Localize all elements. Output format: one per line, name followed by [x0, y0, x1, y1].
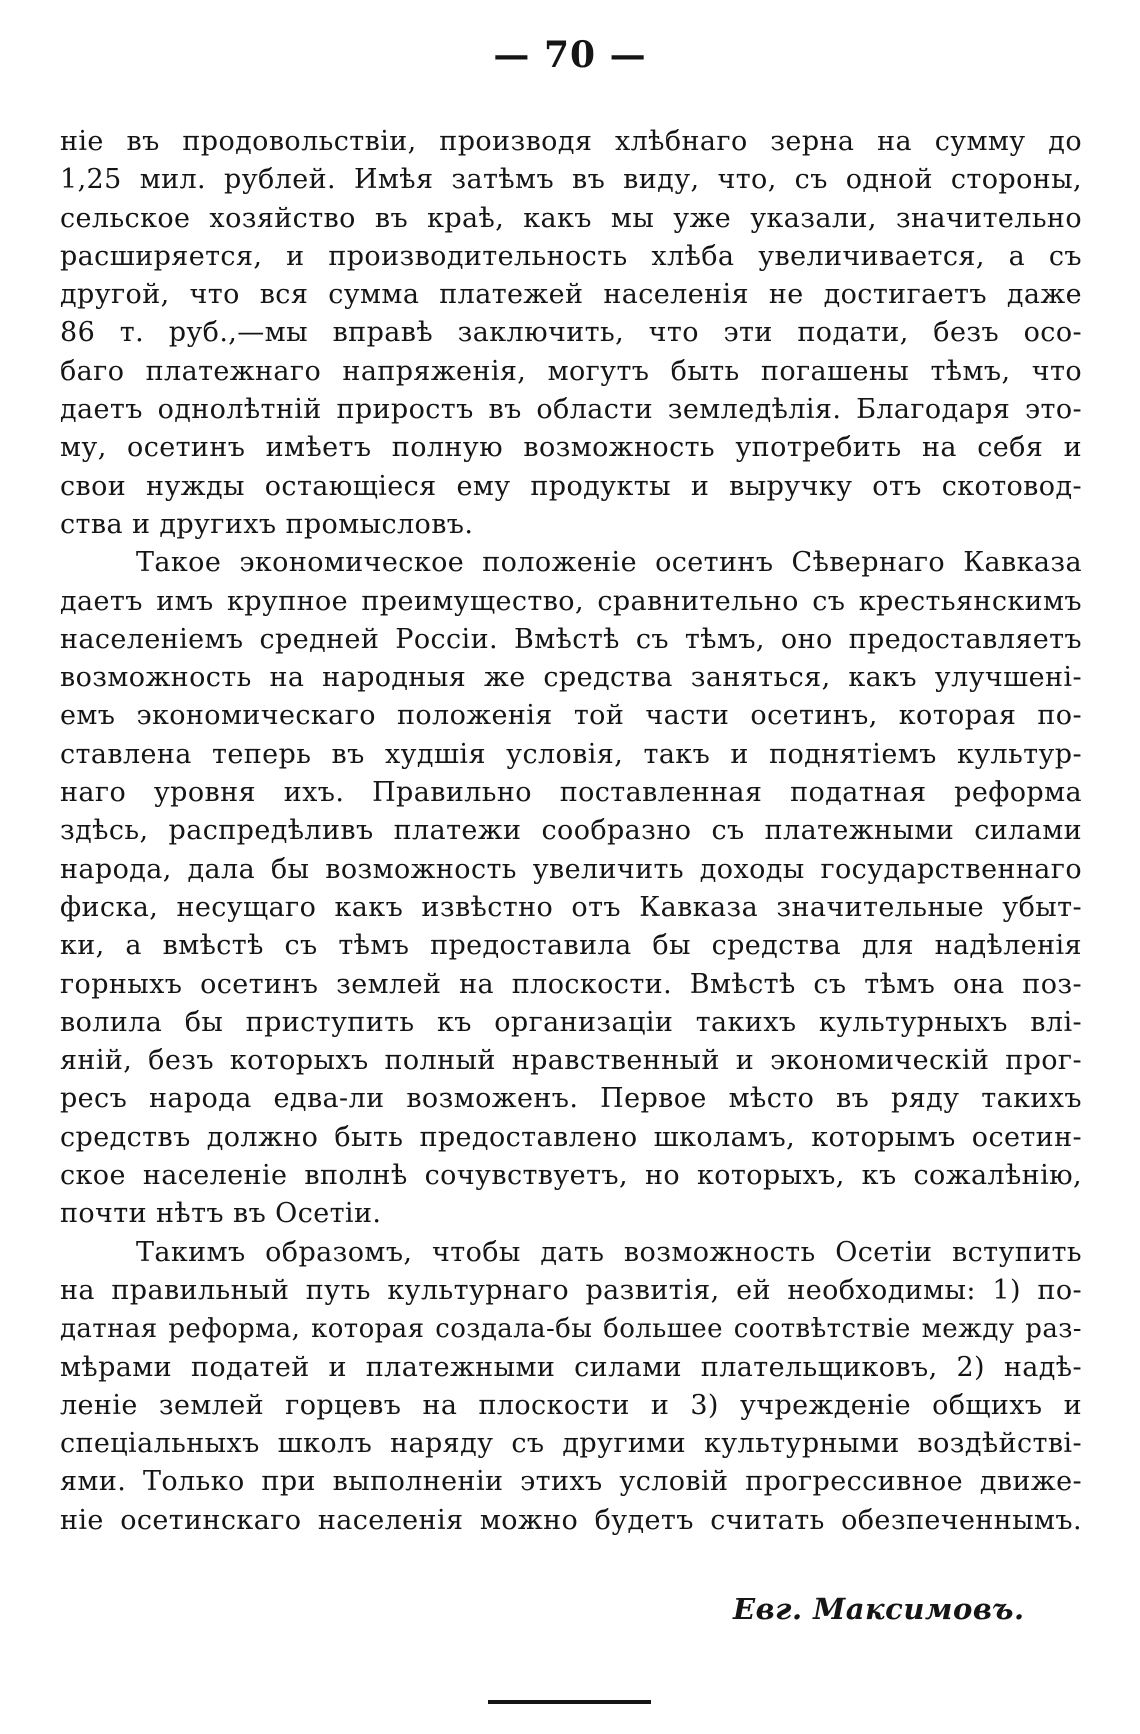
text-line: ставлена теперь въ худшія условія, такъ и поднятіемъ культур- [60, 738, 1082, 770]
text-line: датная реформа, которая создала-бы большее соотвѣтствіе между раз- [60, 1314, 1082, 1345]
text-line: баго платежнаго напряженія, могутъ быть погашены тѣмъ, что [60, 355, 1082, 387]
text-line: фиска, несущаго какъ извѣстно отъ Кавказа значительные убыт- [60, 891, 1082, 923]
text-line: 86 т. руб.,—мы вправѣ заключить, что эти подати, безъ осо- [60, 317, 1082, 349]
closing-rule [488, 1700, 651, 1704]
text-line: свои нужды остающіеся ему продукты и выручку отъ скотовод- [60, 470, 1082, 502]
text-line: 1,25 мил. рублей. Имѣя затѣмъ въ виду, что, съ одной стороны, [60, 164, 1082, 196]
text-line: Такое экономическое положеніе осетинъ Сѣвернаго Кавказа [136, 547, 1082, 579]
text-line: ства и другихъ промысловъ. [60, 508, 474, 540]
text-line: ки, а вмѣстѣ съ тѣмъ предоставила бы средства для надѣленія [60, 930, 1082, 962]
text-line: другой, что вся сумма платежей населенія не достигаетъ даже [60, 279, 1082, 311]
text-line: здѣсь, распредѣливъ платежи сообразно съ платежными силами [60, 815, 1082, 847]
text-line: ями. Только при выполненіи этихъ условій прогрессивное движе- [60, 1466, 1082, 1498]
text-line: расширяется, и производительность хлѣба увеличивается, а съ [60, 240, 1082, 272]
text-line: спеціальныхъ школъ наряду съ другими культурными воздѣйствi- [60, 1428, 1082, 1460]
text-line: ніе осетинскаго населенія можно будетъ считать обезпеченнымъ. [60, 1504, 1082, 1536]
paragraph-3 [60, 1234, 1082, 1540]
text-line: ніе въ продовольствіи, производя хлѣбнаго зерна на сумму до [60, 126, 1082, 157]
text-line: даетъ однолѣтній приростъ въ области земледѣлія. Благодаря это- [60, 394, 1082, 426]
text-line: ское населеніе вполнѣ сочувствуетъ, но которыхъ, къ сожалѣнію, [60, 1160, 1082, 1192]
text-line: мѣрами податей и платежными силами плательщиковъ, 2) надѣ- [60, 1351, 1082, 1383]
text-line: леніе землей горцевъ на плоскости и 3) учрежденіе общихъ и [60, 1389, 1082, 1421]
text-line: на правильный путь культурнаго развитія, ей необходимы: 1) по- [60, 1274, 1082, 1306]
text-line: Такимъ образомъ, чтобы дать возможность Осетіи вступить [136, 1236, 1082, 1268]
text-line: средствъ должно быть предоставлено школамъ, которымъ осетин- [60, 1121, 1082, 1153]
text-line: волила бы приступить къ организаціи такихъ культурныхъ влі- [60, 1006, 1082, 1038]
text-line: народа, дала бы возможность увеличить доходы государственнаго [60, 853, 1082, 885]
text-line: емъ экономическаго положенія той части осетинъ, которая по- [60, 700, 1082, 732]
text-line: яній, безъ которыхъ полный нравственный и экономическій прог- [60, 1045, 1082, 1077]
text-line: горныхъ осетинъ землей на плоскости. Вмѣстѣ съ тѣмъ она поз- [60, 968, 1082, 1000]
text-line: сельское хозяйство въ краѣ, какъ мы уже указали, значительно [60, 202, 1082, 234]
text-line: населеніемъ средней Россіи. Вмѣстѣ съ тѣмъ, оно предоставляетъ [60, 623, 1082, 655]
paragraph-2 [60, 544, 1082, 1233]
body-text [60, 123, 1082, 1540]
text-line: возможность на народныя же средства заняться, какъ улучшені- [60, 662, 1082, 694]
text-line: почти нѣтъ въ Осетіи. [60, 1198, 382, 1230]
text-line: наго уровня ихъ. Правильно поставленная податная реформа [60, 777, 1082, 809]
text-line: ресъ народа едва-ли возможенъ. Первое мѣсто въ ряду такихъ [60, 1083, 1082, 1115]
paragraph-1 [60, 123, 1082, 544]
text-line: му, осетинъ имѣетъ полную возможность употребить на себя и [60, 432, 1082, 464]
page-number: — 70 — [493, 34, 647, 76]
author-signature: Евг. Максимовъ. [733, 1592, 1025, 1626]
text-line: даетъ имъ крупное преимущество, сравнительно съ крестьянскимъ [60, 585, 1082, 617]
